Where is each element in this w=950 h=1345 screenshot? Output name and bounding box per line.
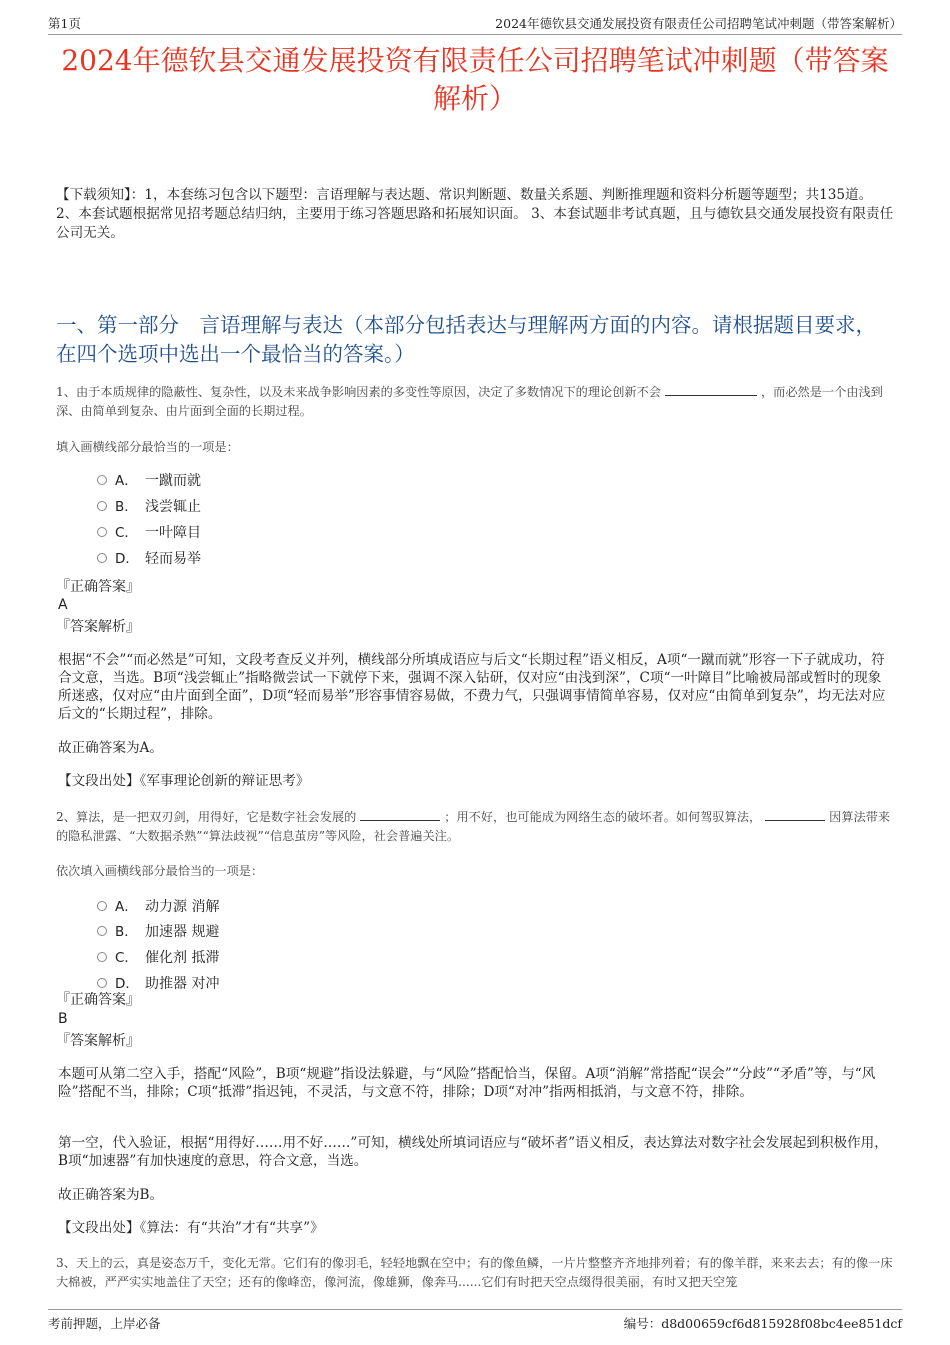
q2-option-a[interactable]: A． 动力源 消解: [97, 897, 219, 917]
question-2-stem: 2、算法，是一把双刃剑，用得好，它是数字社会发展的 ；用不好，也可能成为网络生态的破坏者。如何驾驭算法， 因算法带来的隐私泄露、“大数据杀熟”“算法歧视”“信息茧房”等风险，社会普遍关注。: [56, 810, 891, 843]
question-3-stem: 3、天上的云，真是姿态万千，变化无常。它们有的像羽毛，轻轻地飘在空中；有的像鱼鳞，一片片整整齐齐地排列着；有的像羊群，来来去去；有的像一床大棉被，严严实实地盖住了天空；还有的像峰峦，像河流，像雄狮，像奔马......它们有时把天空点缀得很美丽，有时又把天空笼: [56, 1256, 893, 1289]
q2-analysis-label: 『答案解析』: [56, 1033, 140, 1049]
q1-conclusion: 故正确答案为A。: [58, 740, 163, 756]
q2-source: 【文段出处】《算法：有“共治”才有“共享”》: [58, 1220, 324, 1236]
answer-blank: [665, 383, 757, 396]
q1-option-d[interactable]: D． 轻而易举: [97, 549, 201, 569]
q2-analysis-text-2: 第一空，代入验证，根据“用得好……用不好……”可知，横线处所填词语应与“破坏者”语义相反，表达算法对数字社会发展起到积极作用，B项“加速器”有加快速度的意思，符合文意，当选。: [58, 1135, 888, 1169]
question-1-prompt: 填入画横线部分最恰当的一项是：: [56, 440, 239, 454]
radio-button-icon[interactable]: [97, 553, 107, 563]
section-heading: 一、第一部分 言语理解与表达（本部分包括表达与理解两方面的内容。请根据题目要求，在四个选项中选出一个最恰当的答案。）: [56, 313, 876, 366]
q2-option-d[interactable]: D． 助推器 对冲: [97, 974, 219, 994]
radio-button-icon[interactable]: [97, 952, 107, 962]
q1-option-b[interactable]: B． 浅尝辄止: [97, 497, 201, 517]
footer-divider: [48, 1309, 902, 1310]
radio-button-icon[interactable]: [97, 527, 107, 537]
radio-button-icon[interactable]: [97, 475, 107, 485]
q1-analysis-text: 根据“不会”“而必然是”可知，文段考查反义并列，横线部分所填成语应与后文“长期过程”语义相反，A项“一蹴而就”形容一下子就成功，符合文意，当选。B项“浅尝辄止”指略微尝试一下就停下来，强调不深入钻研，仅对应“由浅到深”，C项“一叶障目”比喻被局部或暂时的现象所迷惑，仅对应“由片面到全面”，D项“轻而易举”形容事情容易做，不费力气，只强调事情简单容易，仅对应“由简单到复杂”，均无法对应后文的“长期过程”，排除。: [58, 652, 886, 722]
answer-blank: [360, 808, 440, 821]
radio-button-icon[interactable]: [97, 978, 107, 988]
q1-option-c[interactable]: C． 一叶障目: [97, 523, 201, 543]
q2-answer-label: 『正确答案』: [56, 992, 140, 1008]
radio-button-icon[interactable]: [97, 926, 107, 936]
download-notice: 【下载须知】：1，本套练习包含以下题型：言语理解与表达题、常识判断题、数量关系题、判断推理题和资料分析题等题型；共135道。 2、本套试题根据常见招考题总结归纳，主要用于练习答题思路和拓展知识面。 3、本套试题非考试真题，且与德钦县交通发展投资有限责任公司无关。: [56, 187, 894, 241]
q2-option-c[interactable]: C． 催化剂 抵滞: [97, 948, 219, 968]
header-doc-title: 2024年德钦县交通发展投资有限责任公司招聘笔试冲刺题（带答案解析）: [495, 16, 902, 31]
answer-blank: [765, 808, 825, 821]
q1-answer-label: 『正确答案』: [56, 579, 140, 595]
page-number: 第1页: [48, 16, 81, 31]
page-footer: [48, 1314, 902, 1332]
question-2-prompt: 依次填入画横线部分最恰当的一项是：: [56, 864, 264, 878]
q2-option-b[interactable]: B． 加速器 规避: [97, 922, 219, 942]
footer-document-id: 编号：d8d00659cf6d815928f08bc4ee851dcf: [623, 1316, 902, 1331]
q2-conclusion: 故正确答案为B。: [58, 1187, 164, 1203]
header-divider: [48, 34, 902, 35]
q1-answer: A: [58, 597, 68, 613]
q2-analysis-text: 本题可从第二空入手，搭配“风险”，B项“规避”指设法躲避，与“风险”搭配恰当，保留。A项“消解”常搭配“误会”“分歧”“矛盾”等，与“风险”搭配不当，排除；C项“抵滞”指迟钝，不灵活，与文意不符，排除；D项“对冲”指两相抵消，与文意不符，排除。: [58, 1066, 876, 1100]
radio-button-icon[interactable]: [97, 501, 107, 511]
document-title: 2024年德钦县交通发展投资有限责任公司招聘笔试冲刺题（带答案解析）: [61, 44, 889, 115]
page-header: [48, 14, 902, 34]
q1-option-a[interactable]: A． 一蹴而就: [97, 471, 201, 491]
footer-slogan: 考前押题，上岸必备: [48, 1316, 161, 1331]
q1-source: 【文段出处】《军事理论创新的辩证思考》: [58, 773, 310, 789]
q2-answer: B: [58, 1011, 68, 1027]
question-1-stem: 1、由于本质规律的隐蔽性、复杂性，以及未来战争影响因素的多变性等原因，决定了多数情况下的理论创新不会 ，而必然是一个由浅到深、由简单到复杂、由片面到全面的长期过程。: [56, 385, 883, 418]
q1-analysis-label: 『答案解析』: [56, 619, 140, 635]
radio-button-icon[interactable]: [97, 901, 107, 911]
